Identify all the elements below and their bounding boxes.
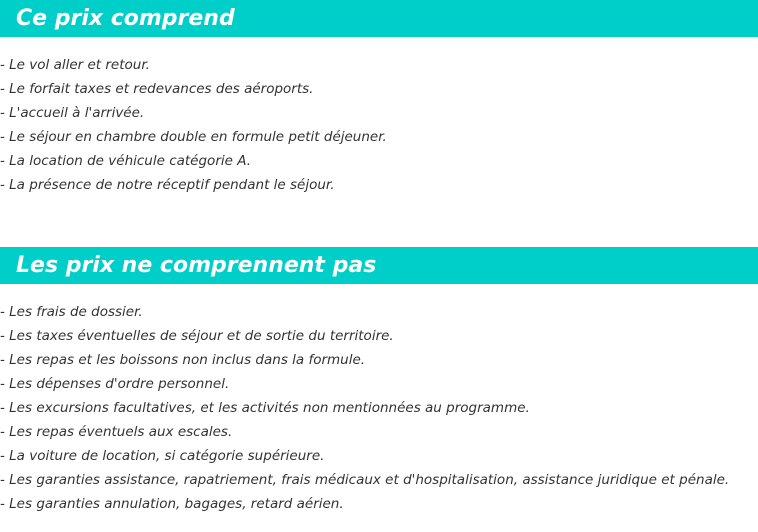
excluded-section-title: Les prix ne comprennent pas xyxy=(0,247,758,284)
excluded-item: - Les excursions facultatives, et les activités non mentionnées au programme. xyxy=(0,400,530,416)
included-item: - La présence de notre réceptif pendant le séjour. xyxy=(0,177,335,193)
included-item: - La location de véhicule catégorie A. xyxy=(0,153,251,169)
included-item: - Le vol aller et retour. xyxy=(0,57,150,73)
excluded-item: - Les taxes éventuelles de séjour et de sortie du territoire. xyxy=(0,328,394,344)
excluded-item: - Les repas et les boissons non inclus dans la formule. xyxy=(0,352,366,368)
excluded-list xyxy=(0,302,729,518)
excluded-item: - Les garanties annulation, bagages, retard aérien. xyxy=(0,496,344,512)
included-section-title: Ce prix comprend xyxy=(0,0,758,37)
excluded-item: - Les frais de dossier. xyxy=(0,304,143,320)
excluded-item: - Les repas éventuels aux escales. xyxy=(0,424,233,440)
excluded-item: - La voiture de location, si catégorie supérieure. xyxy=(0,448,325,464)
included-item: - Le séjour en chambre double en formule petit déjeuner. xyxy=(0,129,387,145)
included-item: - L'accueil à l'arrivée. xyxy=(0,105,145,121)
excluded-item: - Les dépenses d'ordre personnel. xyxy=(0,376,230,392)
excluded-item: - Les garanties assistance, rapatriement, frais médicaux et d'hospitalisation, assistance juridique et pénale. xyxy=(0,472,730,488)
included-list xyxy=(0,55,387,199)
included-item: - Le forfait taxes et redevances des aéroports. xyxy=(0,81,314,97)
